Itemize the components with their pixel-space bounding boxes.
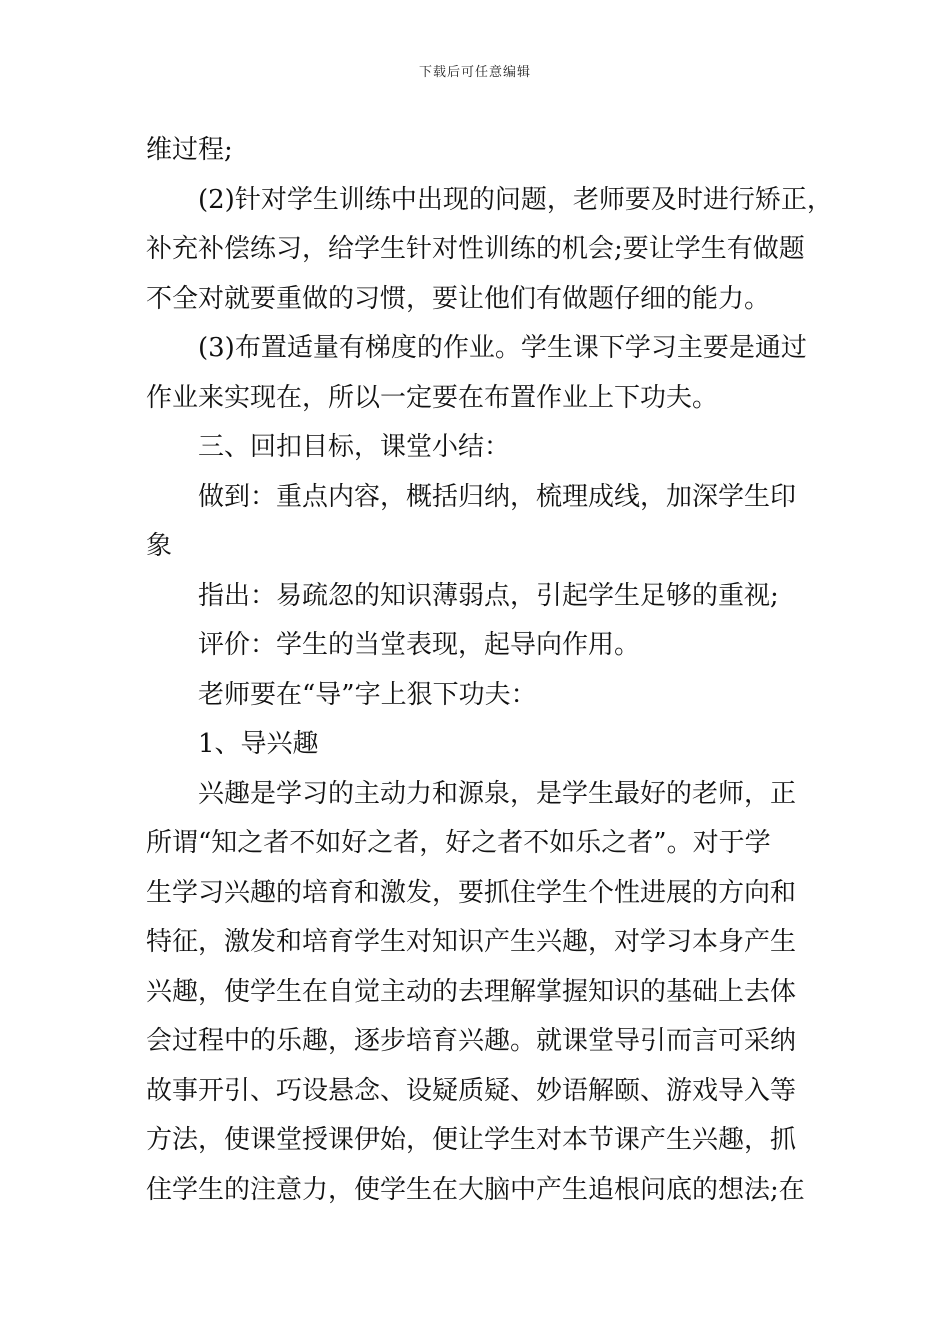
section-heading: 三、回扣目标，课堂小结： bbox=[198, 432, 511, 462]
text-line-14: 兴趣是学习的主动力和源泉，是学生最好的老师，正 bbox=[198, 778, 797, 809]
text-line-18: 兴趣，使学生在自觉主动的去理解掌握知识的基础上去体 bbox=[146, 976, 797, 1007]
document-body bbox=[146, 126, 833, 1215]
text-line-17: 特征，激发和培育学生对知识产生兴趣，对学习本身产生 bbox=[146, 927, 797, 957]
text-line-9: 象 bbox=[146, 531, 173, 561]
text-line-19: 会过程中的乐趣，逐步培育兴趣。就课堂导引而言可采纳 bbox=[146, 1026, 797, 1056]
text-line-21: 方法，使课堂授课伊始，便让学生对本节课产生兴趣，抓 bbox=[146, 1125, 797, 1155]
text-line-1: 维过程; bbox=[146, 135, 233, 165]
text-line-3: 补充补偿练习，给学生针对性训练的机会;要让学生有做题 bbox=[146, 234, 805, 264]
text-line-11: 评价：学生的当堂表现，起导向作用。 bbox=[198, 630, 641, 660]
page-header: 下载后可任意编辑 bbox=[418, 65, 531, 80]
text-line-8: 做到：重点内容，概括归纳，梳理成线，加深学生印 bbox=[198, 481, 797, 512]
text-line-16: 生学习兴趣的培育和激发，要抓住学生个性进展的方向和 bbox=[146, 877, 797, 908]
text-line-12: 老师要在“导”字上狠下功夫： bbox=[198, 679, 537, 710]
text-line-5: (3)布置适量有梯度的作业。学生课下学习主要是通过 bbox=[198, 333, 807, 363]
text-line-4: 不全对就要重做的习惯，要让他们有做题仔细的能力。 bbox=[146, 283, 771, 314]
subsection-heading: 1、导兴趣 bbox=[198, 729, 319, 759]
text-line-2: (2)针对学生训练中出现的问题，老师要及时进行矫正， bbox=[198, 184, 833, 215]
text-line-22: 住学生的注意力，使学生在大脑中产生追根问底的想法;在 bbox=[146, 1174, 805, 1205]
text-line-15: 所谓“知之者不如好之者，好之者不如乐之者”。对于学 bbox=[146, 828, 771, 858]
text-line-20: 故事开引、巧设悬念、设疑质疑、妙语解颐、游戏导入等 bbox=[146, 1075, 797, 1106]
text-line-6: 作业来实现在，所以一定要在布置作业上下功夫。 bbox=[146, 382, 719, 413]
text-line-10: 指出：易疏忽的知识薄弱点，引起学生足够的重视; bbox=[198, 580, 779, 611]
